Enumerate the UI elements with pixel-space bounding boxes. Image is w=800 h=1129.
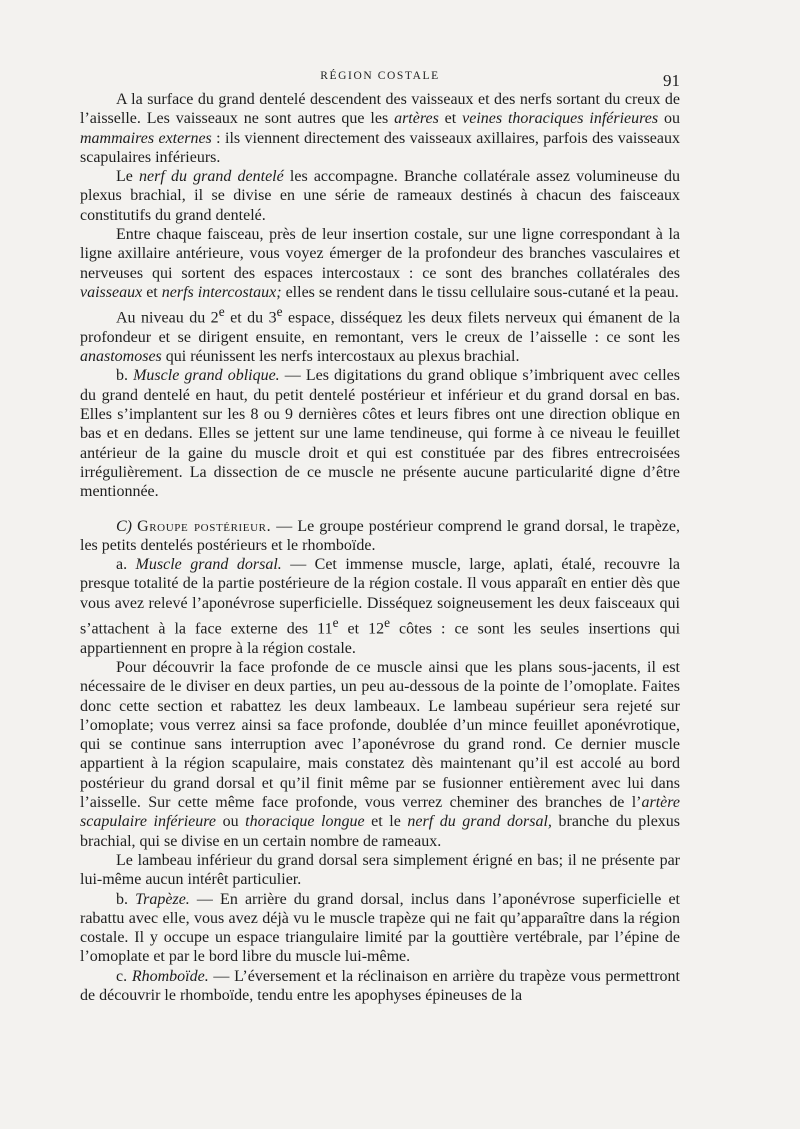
italic-term: veines thoraciques inférieures — [462, 110, 659, 128]
paragraph — [80, 555, 680, 658]
paragraph — [80, 517, 680, 556]
italic-term: thoracique longue — [245, 813, 365, 831]
ordinal-superscript: e — [332, 615, 339, 631]
text-run: : ils viennent directement des vaisseaux axillaires, parfois des vaisseaux scapulaires inférieurs. — [80, 129, 681, 166]
paragraph — [80, 890, 680, 967]
text-run: et 12 — [338, 620, 385, 638]
text-run: Au niveau du 2 — [116, 309, 219, 327]
page-number: 91 — [663, 71, 680, 90]
italic-term: Muscle grand oblique. — [133, 367, 280, 385]
running-head — [80, 62, 680, 90]
text-run: côtes : ce sont les seules insertions qui appartiennent en propre à la région costale. — [80, 620, 681, 657]
section-heading: Groupe postérieur. — [137, 517, 272, 535]
italic-term: C) — [116, 517, 132, 535]
italic-term: vaisseaux — [80, 283, 143, 301]
text-run: les accompagne. Branche collatérale assez volumineuse du plexus brachial, il se divise en une série de rameaux destinés à chacun des faisceaux constitutifs du grand dentelé. — [80, 168, 681, 224]
text-run: Le lambeau inférieur du grand dorsal sera simplement érigné en bas; il ne présente par lui-même aucun intérêt particulier. — [80, 851, 680, 889]
text-run: c. — [116, 967, 132, 985]
running-title: RÉGION COSTALE — [320, 70, 440, 82]
text-run: — Les digitations du grand oblique s’imbriquent avec celles du grand dentelé en haut, du petit dentelé postérieur et inférieur et du grand dorsal en bas. Elles s’implantent sur les 8 ou 9 dernières côtes et leurs fibres ont une direction oblique en bas et en dedans. Elles se jettent sur une lame tendineuse, qui forme à ce niveau le feuillet antérieur de la gaine du muscle droit et qui est constituée par des fibres entrecroisées irrégulièrement. La dissection de ce muscle ne présente aucune particularité digne d’être mentionnée. — [80, 367, 681, 501]
italic-term: mammaires externes — [80, 129, 212, 147]
text-run: espace, disséquez les deux filets nerveux qui émanent de la profondeur et se dirigent ensuite, en remontant, vers le creux de l’aisselle : ce sont les — [80, 309, 681, 346]
text-run: elles se rendent dans le tissu cellulaire sous-cutané et la peau. — [281, 283, 679, 301]
italic-term: nerf du grand dentelé — [139, 168, 284, 186]
italic-term: Muscle grand dorsal. — [135, 556, 282, 574]
text-run: b. — [116, 890, 136, 908]
text-run: A la surface du grand dentelé descendent des vaisseaux et des nerfs sortant du creux de l’aisselle. Les vaisseaux ne sont autres que les — [80, 91, 680, 128]
paragraph — [80, 366, 680, 501]
paragraph — [80, 658, 680, 851]
text-run: et le — [364, 813, 408, 831]
italic-term: artère scapulaire inférieure — [80, 794, 680, 831]
text-run: Entre chaque faisceau, près de leur insertion costale, sur une ligne correspondant à la ligne axillaire antérieure, vous voyez émerger de la profondeur des branches vasculaires et nerveuses qui sortent des espaces intercostaux : ce sont des branches collatérales des — [80, 226, 680, 282]
text-run: Pour découvrir la face profonde de ce muscle ainsi que les plans sous-jacents, il est nécessaire de le diviser en deux parties, un peu au-dessous de la pointe de l’omoplate. Faites donc cette section et rabattez les deux lambeaux. Le lambeau supérieur sera rejeté sur l’omoplate; vous verrez ainsi sa face profonde, doublée d’un mince feuillet aponévrotique, qui se continue sans interruption avec l’aponévrose du grand rond. Ce dernier muscle appartient à la région scapulaire, mais constatez dès maintenant qu’il est accolé au bord postérieur du grand dorsal et qu’il finit même par se fusionner entièrement avec lui dans l’aisselle. Sur cette même face profonde, vous verrez cheminer des branches de l’ — [80, 658, 680, 812]
paragraph — [80, 967, 680, 1006]
paragraph — [80, 167, 680, 225]
text-run: — L’éversement et la réclinaison en arrière du trapèze vous permettront de découvrir le rhomboïde, tendu entre les apophyses épineuses de la — [80, 967, 681, 1005]
text-run: b. — [116, 367, 134, 385]
text-run: et — [438, 110, 463, 128]
text-run: — Le groupe postérieur comprend le grand dorsal, le trapèze, les petits dentelés postérieurs et le rhomboïde. — [80, 517, 680, 554]
text-run: a. — [116, 556, 136, 574]
italic-term: anastomoses — [80, 348, 162, 366]
italic-term: nerfs intercostaux; — [161, 283, 282, 301]
ordinal-superscript: e — [276, 304, 283, 320]
book-page — [80, 62, 680, 1005]
body-text — [80, 90, 680, 1005]
italic-term: Rhomboïde. — [131, 967, 209, 985]
text-run: ou — [658, 110, 681, 128]
text-run: — Cet immense muscle, large, aplati, étalé, recouvre la presque totalité de la partie postérieure de la région costale. Il vous apparaît en entier dès que vous avez relevé l’aponévrose superficielle. Disséquez soigneusement les deux faisceaux qui s’attachent à la face externe des 11 — [80, 556, 680, 638]
paragraph — [80, 851, 680, 890]
text-run: ou — [216, 813, 246, 831]
ordinal-superscript: e — [384, 615, 391, 631]
paragraph — [80, 90, 680, 167]
ordinal-superscript: e — [218, 304, 225, 320]
italic-term: Trapèze. — [135, 890, 190, 908]
text-run: branche du plexus brachial, qui se divise en un certain nombre de rameaux. — [80, 813, 681, 850]
text-run: et — [142, 283, 162, 301]
italic-term: nerf du grand dorsal, — [407, 813, 552, 831]
text-run: qui réunissent les nerfs intercostaux au plexus brachial. — [161, 348, 520, 366]
text-run: Le — [116, 168, 140, 186]
paragraph — [80, 225, 680, 302]
paragraph — [80, 302, 680, 366]
text-run: — En arrière du grand dorsal, inclus dans l’aponévrose superficielle et rabattu avec elle, vous avez déjà vu le muscle trapèze qui ne fait qu’apparaître dans la région costale. Il y occupe un espace triangulaire limité par la gouttière vertébrale, par l’épine de l’omoplate et par le bord libre du muscle lui-même. — [80, 890, 680, 966]
text-run: et du 3 — [224, 309, 277, 327]
italic-term: artères — [394, 110, 439, 128]
